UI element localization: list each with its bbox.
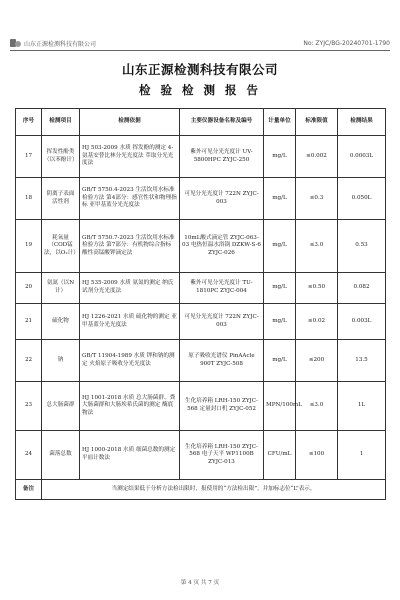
col-header-unit: 计量单位 xyxy=(264,109,296,136)
cell-no: 18 xyxy=(16,178,42,220)
cell-result: 1 xyxy=(338,431,386,480)
cell-unit: MPN/100mL xyxy=(264,382,296,431)
page-header xyxy=(10,36,390,51)
report-title: 检 验 检 测 报 告 xyxy=(138,83,262,97)
col-header-basis: 检测依据 xyxy=(80,109,180,136)
cell-basis: HJ 1001-2018 水质 总大肠菌群、粪大肠菌群和大肠埃希氏菌的测定 酶底物法 xyxy=(80,382,180,431)
report-number: No: ZYJC/BG-20240701-1790 xyxy=(303,39,390,47)
cell-item: 阴离子表面活性剂 xyxy=(42,178,80,220)
cell-basis: GB/T 11904-1989 水质 钾和钠的测定 火焰原子吸收分光光度法 xyxy=(80,340,180,382)
page-number: 第 4 页 共 7 页 xyxy=(180,580,220,586)
remark-row xyxy=(16,480,386,500)
cell-limit: ≤0.50 xyxy=(296,273,338,304)
cell-result: 1L xyxy=(338,382,386,431)
cell-result: 0.003L xyxy=(338,304,386,340)
col-header-limit: 标准限值 xyxy=(296,109,338,136)
cell-basis: GB/T 5750.4-2023 生活饮用水标准检验方法 第4部分：感官性状和物理指标 亚甲基蓝分光光度法 xyxy=(80,178,180,220)
header-company-name: 山东正源检测科技有限公司 xyxy=(24,40,97,48)
cell-item: 硫化物 xyxy=(42,304,80,340)
table-row xyxy=(16,304,386,340)
cell-instrument: 紫外可见分光光度计 TU-1810PC ZYJC-004 xyxy=(180,273,264,304)
col-header-no: 序号 xyxy=(16,109,42,136)
cell-result: 0.53 xyxy=(338,220,386,273)
table-header-row xyxy=(16,109,386,136)
cell-basis: HJ 1000-2018 水质 细菌总数的测定 平皿计数法 xyxy=(80,431,180,480)
cell-item: 菌落总数 xyxy=(42,431,80,480)
cell-no: 22 xyxy=(16,340,42,382)
cell-instrument: 紫外可见分光光度计 UV-5800HPC ZYJC-250 xyxy=(180,136,264,178)
col-header-result: 检测结果 xyxy=(338,109,386,136)
test-results-table xyxy=(15,108,386,500)
cell-instrument: 生化培养箱 LRH-150 ZYJC-568 电子天平 WP1100B ZYJC-013 xyxy=(180,431,264,480)
table-row xyxy=(16,273,386,304)
cell-basis: HJ 503-2009 水质 挥发酚的测定 4-氨基安替比林分光光度法 萃取分光光度法 xyxy=(80,136,180,178)
cell-unit: mg/L xyxy=(264,304,296,340)
cell-no: 20 xyxy=(16,273,42,304)
cell-instrument: 原子吸收光谱仪 PinAAcle 900T ZYJC-508 xyxy=(180,340,264,382)
cell-limit: ≤0.3 xyxy=(296,178,338,220)
cell-result: 0.0003L xyxy=(338,136,386,178)
cell-result: 0.050L xyxy=(338,178,386,220)
table-row xyxy=(16,178,386,220)
cell-limit: ≤200 xyxy=(296,340,338,382)
cell-no: 17 xyxy=(16,136,42,178)
cell-basis: HJ 1226-2021 水质 硫化物的测定 亚甲基蓝分光光度法 xyxy=(80,304,180,340)
cell-instrument: 生化培养箱 LRH-150 ZYJC-568 定量封口机 ZYJC-052 xyxy=(180,382,264,431)
cell-no: 19 xyxy=(16,220,42,273)
table-row xyxy=(16,382,386,431)
company-logo-icon xyxy=(10,39,21,47)
cell-item: 总大肠菌群 xyxy=(42,382,80,431)
cell-instrument: 可见分光光度计 722N ZYJC-003 xyxy=(180,178,264,220)
cell-no: 23 xyxy=(16,382,42,431)
cell-instrument: 可见分光光度计 722N ZYJC-003 xyxy=(180,304,264,340)
cell-limit: ≤100 xyxy=(296,431,338,480)
table-row xyxy=(16,220,386,273)
cell-unit: mg/L xyxy=(264,273,296,304)
cell-item: 挥发性酚类（以苯酚计） xyxy=(42,136,80,178)
table-row xyxy=(16,136,386,178)
cell-instrument: 10mL酸式滴定管 ZYJC-063-03 电热恒温水浴锅 DZKW-S-6 ZYJC-026 xyxy=(180,220,264,273)
cell-basis: HJ 535-2009 水质 氨氮的测定 纳氏试剂分光光度法 xyxy=(80,273,180,304)
cell-result: 13.5 xyxy=(338,340,386,382)
company-title: 山东正源检测科技有限公司 xyxy=(121,62,278,77)
cell-unit: mg/L xyxy=(264,178,296,220)
cell-limit: ≤0.02 xyxy=(296,304,338,340)
cell-limit: ≤3.0 xyxy=(296,382,338,431)
cell-unit: mg/L xyxy=(264,136,296,178)
cell-item: 氨氮（以N计） xyxy=(42,273,80,304)
cell-unit: mg/L xyxy=(264,340,296,382)
cell-no: 21 xyxy=(16,304,42,340)
col-header-instrument: 主要仪器设备名称及编号 xyxy=(180,109,264,136)
cell-basis: GB/T 5750.7-2023 生活饮用水标准检验方法 第7部分：有机物综合指标 酸性高锰酸钾滴定法 xyxy=(80,220,180,273)
remark-text: 当测定结果低于分析方法检出限时，报使用的“方法检出限”，并加标志位“L”表示。 xyxy=(42,480,386,500)
cell-no: 24 xyxy=(16,431,42,480)
remark-label: 备注 xyxy=(16,480,42,500)
cell-item: 钠 xyxy=(42,340,80,382)
table-row xyxy=(16,431,386,480)
cell-item: 耗氧量（COD锰法，以O₂计） xyxy=(42,220,80,273)
cell-unit: CFU/mL xyxy=(264,431,296,480)
table-row xyxy=(16,340,386,382)
col-header-item: 检测项目 xyxy=(42,109,80,136)
cell-result: 0.082 xyxy=(338,273,386,304)
cell-limit: ≤0.002 xyxy=(296,136,338,178)
cell-limit: ≤3.0 xyxy=(296,220,338,273)
cell-unit: mg/L xyxy=(264,220,296,273)
